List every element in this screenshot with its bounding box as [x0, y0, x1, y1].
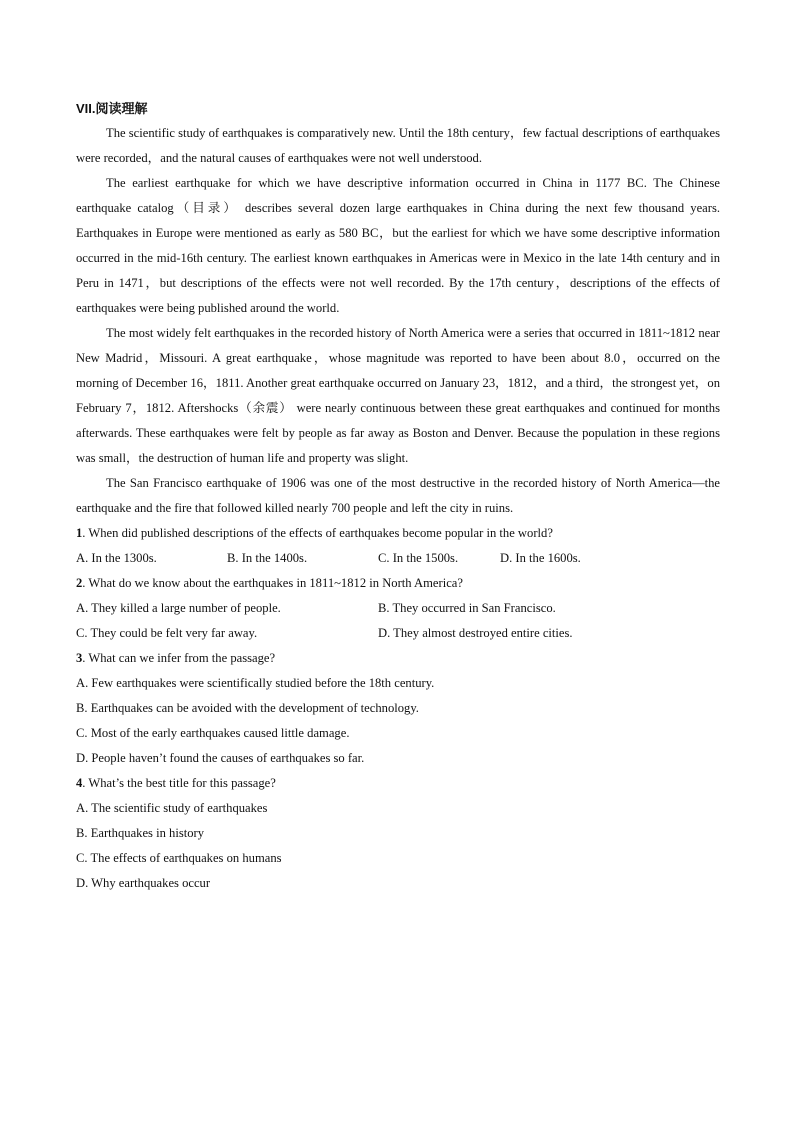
question-1 [76, 521, 720, 546]
question-text: . What do we know about the earthquakes in 1811~1812 in North America? [82, 576, 463, 590]
question-4 [76, 771, 720, 796]
passage-paragraph-3: The most widely felt earthquakes in the recorded history of North America were a series that occurred in 1811~1812 near New Madrid，Missouri. A great earthquake，whose magnitude was reported to have been about 8.0，occurred on the morning of December 16，1811. Another great earthquake occurred on January 23，1812，and a third，the strongest yet，on February 7，1812. Aftershocks（余震） were nearly continuous between these great earthquakes and continued for months afterwards. These earthquakes were felt by people as far away as Boston and Denver. Because the population in these regions was small，the destruction of human life and property was slight. [76, 326, 720, 465]
option-a: A. They killed a large number of people. [76, 601, 281, 615]
option-c: C. The effects of earthquakes on humans [76, 851, 282, 865]
option-a: A. In the 1300s. [76, 551, 157, 565]
option-d: D. Why earthquakes occur [76, 876, 211, 890]
option-d: D. In the 1600s. [500, 551, 581, 565]
document-page [76, 96, 720, 896]
option-c: C. Most of the early earthquakes caused little damage. [76, 726, 350, 740]
question-2-options-row-2 [76, 621, 720, 646]
option-b: B. In the 1400s. [227, 551, 308, 565]
option-b: B. Earthquakes can be avoided with the development of technology. [76, 701, 419, 715]
question-number: 3 [76, 651, 83, 665]
passage-paragraph-4: The San Francisco earthquake of 1906 was one of the most destructive in the recorded history of North America—the earthquake and the fire that followed killed nearly 700 people and left the city in ruins. [76, 476, 720, 515]
option-b: B. Earthquakes in history [76, 826, 205, 840]
question-text: . What can we infer from the passage? [82, 651, 276, 665]
question-number: 4 [76, 776, 83, 790]
option-d: D. They almost destroyed entire cities. [378, 626, 573, 640]
option-c: C. In the 1500s. [378, 551, 459, 565]
question-number: 2 [76, 576, 83, 590]
question-3 [76, 646, 720, 671]
option-d: D. People haven’t found the causes of earthquakes so far. [76, 751, 365, 765]
option-b: B. They occurred in San Francisco. [378, 601, 556, 615]
question-text: . What’s the best title for this passage? [82, 776, 276, 790]
question-2 [76, 571, 720, 596]
section-heading: VII.阅读理解 [76, 101, 148, 116]
passage-paragraph-2: The earliest earthquake for which we have descriptive information occurred in China in 1177 BC. The Chinese earthquake catalog（目录） describes several dozen large earthquakes in China during the next few thousand years. Earthquakes in Europe were mentioned as early as 580 BC，but the earliest for which we have some descriptive information occurred in the mid-16th century. The earliest known earthquakes in Americas were in Mexico in the late 14th century and in Peru in 1471，but descriptions of the effects were not well recorded. By the 17th century，descriptions of the effects of earthquakes were being published around the world. [76, 176, 720, 315]
question-2-options-row-1 [76, 596, 720, 621]
option-c: C. They could be felt very far away. [76, 626, 258, 640]
question-number: 1 [76, 526, 83, 540]
option-a: A. Few earthquakes were scientifically studied before the 18th century. [76, 676, 435, 690]
option-a: A. The scientific study of earthquakes [76, 801, 268, 815]
question-text: . When did published descriptions of the effects of earthquakes become popular in the world? [82, 526, 553, 540]
question-1-options [76, 546, 720, 571]
passage-paragraph-1: The scientific study of earthquakes is comparatively new. Until the 18th century，few factual descriptions of earthquakes were recorded，and the natural causes of earthquakes were not well understood. [76, 126, 720, 165]
